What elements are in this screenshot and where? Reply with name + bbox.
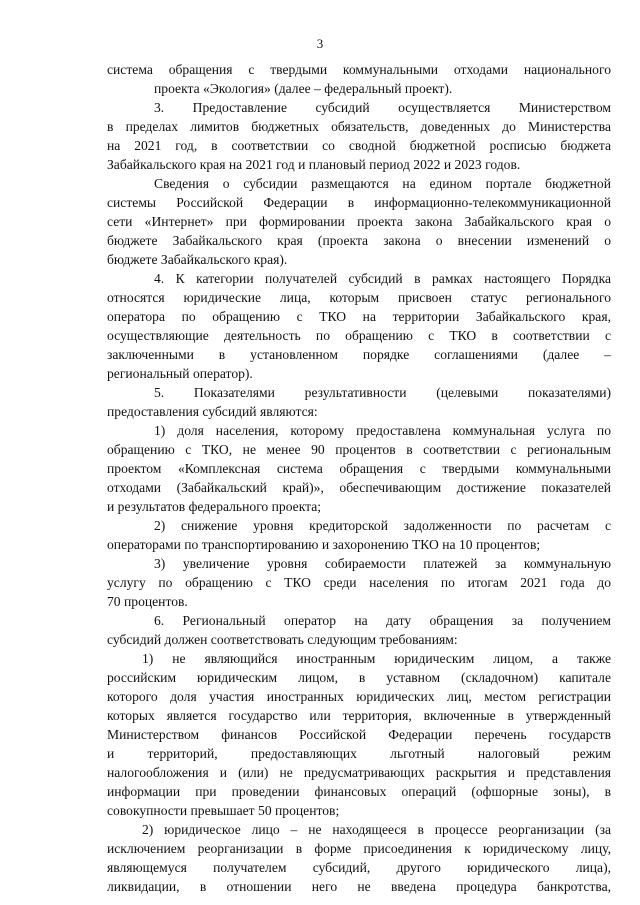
text-line: которых является государство или территория, включенные в утвержденный [107,708,611,723]
text-line: отходами (Забайкальский край)», обеспечивающим достижение показателей [107,480,611,495]
text-line: в пределах лимитов бюджетных обязательств, доведенных до Министерства [107,119,611,134]
text-line: и территорий, предоставляющих льготный налоговый режим [107,746,611,761]
text-line: являющемуся получателем субсидий, другого юридического лица), [107,860,611,875]
text-line: Министерством финансов Российской Федерации перечень государств [107,727,611,742]
text-line: субсидий должен соответствовать следующим требованиям: [107,632,458,647]
text-line: услугу по обращению с ТКО среди населения по итогам 2021 года до [107,575,611,590]
text-line: системы Российской Федерации в информационно-телекоммуникационной [107,195,611,210]
text-line: предоставления субсидий являются: [107,404,318,419]
text-line: бюджете Забайкальского края (проекта закона о внесении изменений о [107,233,611,248]
text-line: налогообложения и (или) не предусматривающих раскрытия и представления [107,765,611,780]
text-line: ликвидации, в отношении него не введена процедура банкротства, [107,879,611,894]
text-line: 5. Показателями результативности (целевыми показателями) [154,385,611,400]
text-line: региональный оператор). [107,366,253,381]
text-line: 3) увеличение уровня собираемости платежей за коммунальную [154,556,611,571]
text-line: исключением реорганизации в форме присоединения к юридическому лицу, [107,841,611,856]
text-line: проекта «Экология» (далее – федеральный проект). [154,81,453,96]
text-line: 70 процентов. [107,594,188,609]
text-line: бюджете Забайкальского края). [107,252,288,267]
text-line: российским юридическим лицом, в уставном (складочном) капитале [107,670,611,685]
text-line: 6. Региональный оператор на дату обращения за получением [154,613,611,628]
text-line: заключенными в установленном порядке соглашениями (далее – [107,347,611,362]
text-line: осуществляющие деятельность по обращению с ТКО в соответствии с [107,328,611,343]
text-line: информации при проведении финансовых операций (офшорные зоны), в [107,784,611,799]
text-line: 1) доля населения, которому предоставлена коммунальная услуга по [154,423,611,438]
text-line: 4. К категории получателей субсидий в рамках настоящего Порядка [154,271,611,286]
text-line: операторами по транспортированию и захоронению ТКО на 10 процентов; [107,537,541,552]
text-line: 2) снижение уровня кредиторской задолженности по расчетам с [154,518,611,533]
page-number: 3 [316,36,324,51]
text-line: 2) юридическое лицо – не находящееся в процессе реорганизации (за [142,822,611,837]
text-line: система обращения с твердыми коммунальными отходами национального [107,62,611,77]
text-line: сети «Интернет» при формировании проекта закона Забайкальского края о [107,214,611,229]
text-line: Забайкальского края на 2021 год и плановый период 2022 и 2023 годов. [107,157,521,172]
text-line: совокупности превышает 50 процентов; [107,803,340,818]
document-body [107,60,611,896]
text-line: обращению с ТКО, не менее 90 процентов в соответствии с региональным [107,442,611,457]
text-line: 1) не являющийся иностранным юридическим лицом, а также [142,651,611,666]
text-line: которого доля участия иностранных юридических лиц, местом регистрации [107,689,611,704]
text-line: и результатов федерального проекта; [107,499,322,514]
text-line: оператора по обращению с ТКО на территории Забайкальского края, [107,309,611,324]
text-line: Сведения о субсидии размещаются на едином портале бюджетной [154,176,611,191]
text-line: относятся юридические лица, которым присвоен статус регионального [107,290,611,305]
text-line: 3. Предоставление субсидий осуществляется Министерством [154,100,611,115]
text-line: на 2021 год, в соответствии со сводной бюджетной росписью бюджета [107,138,611,153]
text-line: проектом «Комплексная система обращения с твердыми коммунальными [107,461,611,476]
